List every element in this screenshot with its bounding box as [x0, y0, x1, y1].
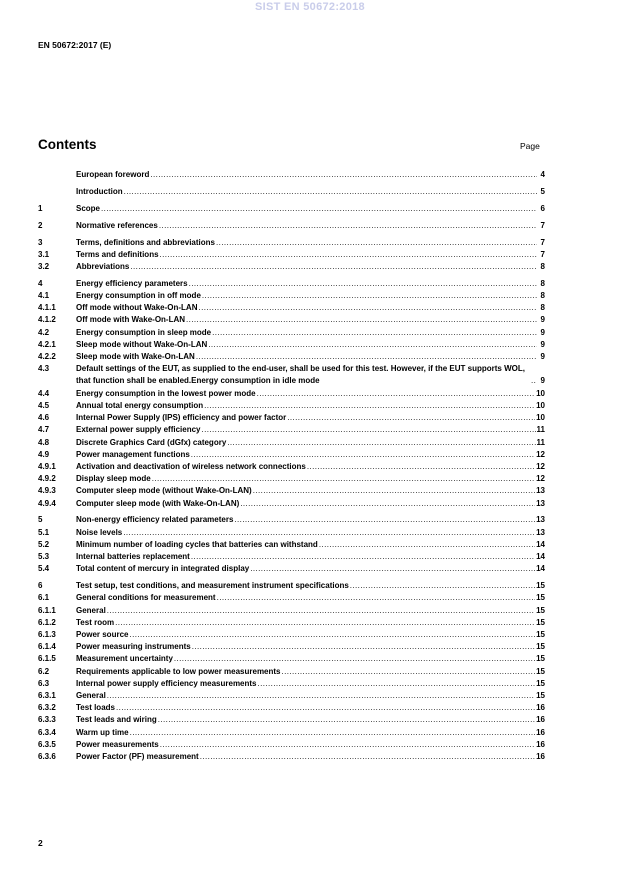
- toc-entry[interactable]: [38, 666, 545, 678]
- toc-entry-title: Computer sleep mode (with Wake-On-LAN): [76, 498, 240, 508]
- toc-leader-dots: [107, 605, 535, 617]
- toc-entry[interactable]: [38, 539, 545, 551]
- toc-entry-title: General: [76, 605, 106, 615]
- toc-entry[interactable]: [38, 388, 545, 400]
- toc-entry-title: Noise levels: [76, 527, 123, 537]
- toc-entry-title: Off mode without Wake-On-LAN: [76, 303, 198, 313]
- toc-leader-dots: [124, 186, 537, 198]
- toc-entry-number: 3.1: [38, 249, 50, 259]
- toc-entry-number: 4.8: [38, 437, 50, 447]
- toc-entry-number: 4.6: [38, 413, 50, 423]
- toc-leader-dots: [250, 563, 535, 575]
- toc-entry-number: 6.3.6: [38, 751, 56, 761]
- toc-entry-number: 4.7: [38, 425, 50, 435]
- toc-entry-number: 6: [38, 581, 43, 591]
- toc-entry-page: 11: [536, 425, 545, 435]
- toc-entry-page: 7: [540, 237, 545, 247]
- toc-entry-page: 15: [536, 642, 545, 652]
- toc-entry[interactable]: [38, 203, 545, 215]
- toc-leader-dots: [212, 327, 537, 339]
- toc-entry-title: Default settings of the EUT, as supplied to the end-user, shall be used for this test. However, if the EUT supports WOL, that function shall be enabled.Energy consumption in idle mode: [76, 364, 525, 386]
- toc-leader-dots: [150, 169, 537, 181]
- toc-entry-title: Total content of mercury in integrated display: [76, 564, 250, 574]
- toc-entry-title: Minimum number of loading cycles that batteries can withstand: [76, 539, 318, 549]
- toc-entry-title: European foreword: [76, 170, 150, 179]
- toc-entry[interactable]: [38, 739, 545, 751]
- toc-entry-number: 4.9.1: [38, 461, 56, 471]
- toc-entry[interactable]: [38, 412, 545, 424]
- toc-entry-title: Power Factor (PF) measurement: [76, 751, 199, 761]
- toc-leader-dots: [253, 485, 535, 497]
- toc-leader-dots: [240, 498, 535, 510]
- toc-entry-title: Power measurements: [76, 739, 159, 749]
- toc-entry-page: 15: [536, 629, 545, 639]
- toc-entry-page: 9: [540, 352, 545, 362]
- toc-entry-title: Internal batteries replacement: [76, 552, 190, 562]
- toc-entry-number: 4.1.1: [38, 303, 56, 313]
- toc-entry-number: 3.2: [38, 261, 50, 271]
- toc-entry-title: Requirements applicable to low power measurements: [76, 666, 281, 676]
- toc-entry-number: 4.9.2: [38, 474, 56, 484]
- toc-leader-dots: [160, 739, 535, 751]
- toc-entry-page: 4: [540, 170, 545, 179]
- toc-entry-page: 16: [536, 703, 545, 713]
- toc-entry-number: [38, 186, 76, 198]
- toc-leader-dots: [192, 641, 535, 653]
- toc-entry-page: 12: [536, 461, 545, 471]
- toc-leader-dots: [101, 203, 537, 215]
- toc-leader-dots: [129, 629, 535, 641]
- toc-entry-title: General conditions for measurement: [76, 593, 216, 603]
- toc-entry[interactable]: [38, 261, 545, 273]
- toc-entry-page: 16: [536, 715, 545, 725]
- toc-leader-dots: [123, 527, 535, 539]
- toc-entry-page: 13: [536, 498, 545, 508]
- toc-entry-title: Warm up time: [76, 727, 129, 737]
- toc-entry[interactable]: [38, 363, 545, 387]
- toc-entry-page: 16: [536, 739, 545, 749]
- toc-entry-title: Display sleep mode: [76, 474, 151, 484]
- toc-leader-dots: [531, 375, 537, 387]
- toc-entry-number: 4: [38, 278, 43, 288]
- toc-entry-number: 4.4: [38, 388, 50, 398]
- toc-entry[interactable]: [38, 690, 545, 702]
- toc-entry-title: Sleep mode without Wake-On-LAN: [76, 339, 208, 349]
- toc-leader-dots: [282, 666, 536, 678]
- toc-entry-page: 15: [536, 666, 545, 676]
- toc-entry-page: 8: [540, 278, 545, 288]
- toc-leader-dots: [202, 290, 537, 302]
- toc-leader-dots: [107, 690, 535, 702]
- toc-entry-title: Scope: [76, 203, 101, 213]
- toc-entry-page: 16: [536, 727, 545, 737]
- toc-leader-dots: [158, 714, 535, 726]
- toc-entry-number: [38, 169, 76, 181]
- toc-entry[interactable]: [38, 617, 545, 629]
- toc-entry-page: 7: [540, 249, 545, 259]
- toc-leader-dots: [116, 702, 535, 714]
- toc-entry[interactable]: [38, 351, 545, 363]
- toc-entry[interactable]: [38, 249, 545, 261]
- toc-leader-dots: [130, 727, 535, 739]
- toc-entry-number: 5.2: [38, 539, 50, 549]
- toc-entry-title: Discrete Graphics Card (dGfx) category: [76, 437, 227, 447]
- toc-entry-number: 4.1.2: [38, 315, 56, 325]
- toc-entry-page: 12: [536, 449, 545, 459]
- toc-leader-dots: [208, 339, 537, 351]
- toc-entry-number: 3: [38, 237, 43, 247]
- toc-entry[interactable]: [38, 237, 545, 249]
- toc-leader-dots: [191, 449, 535, 461]
- toc-entry-title: Internal Power Supply (IPS) efficiency and power factor: [76, 413, 287, 423]
- toc-leader-dots: [115, 617, 535, 629]
- toc-entry-page: 9: [540, 376, 545, 386]
- page-number: 2: [38, 838, 43, 848]
- toc-entry-title: Energy consumption in sleep mode: [76, 327, 212, 337]
- toc-leader-dots: [159, 220, 537, 232]
- toc-entry-number: 6.3.3: [38, 715, 56, 725]
- toc-entry-page: 16: [536, 751, 545, 761]
- toc-leader-dots: [130, 261, 537, 273]
- toc-entry-number: 6.3.1: [38, 690, 56, 700]
- watermark: SIST EN 50672:2018: [255, 1, 365, 13]
- toc-entry-title: External power supply efficiency: [76, 425, 201, 435]
- toc-entry[interactable]: [38, 678, 545, 690]
- toc-entry-number: 4.9.4: [38, 498, 56, 508]
- toc-entry-number: 6.3.2: [38, 703, 56, 713]
- toc-entry-number: 4.9: [38, 449, 50, 459]
- toc-entry-title: Non-energy efficiency related parameters: [76, 515, 234, 525]
- toc-entry-title: Annual total energy consumption: [76, 400, 204, 410]
- toc-entry[interactable]: [38, 339, 545, 351]
- toc-entry-number: 6.1: [38, 593, 50, 603]
- toc-entry-page: 8: [540, 261, 545, 271]
- toc-entry-page: 10: [536, 388, 545, 398]
- toc-leader-dots: [191, 551, 535, 563]
- toc-leader-dots: [204, 400, 535, 412]
- toc-entry[interactable]: [38, 461, 545, 473]
- toc-entry-number: 6.1.1: [38, 605, 56, 615]
- toc-entry[interactable]: [38, 592, 545, 604]
- toc-entry-title: Normative references: [76, 220, 158, 230]
- toc-entry-number: 6.3.4: [38, 727, 56, 737]
- toc-entry-page: 8: [540, 303, 545, 313]
- toc-entry-title: Computer sleep mode (without Wake-On-LAN): [76, 486, 252, 496]
- toc-entry-number: 4.1: [38, 291, 50, 301]
- toc-entry[interactable]: [38, 169, 545, 181]
- toc-entry-title: Test leads and wiring: [76, 715, 157, 725]
- toc-entry-page: 7: [540, 220, 545, 230]
- toc-leader-dots: [189, 278, 537, 290]
- toc-entry-number: 5.1: [38, 527, 50, 537]
- toc-entry-number: 6.2: [38, 666, 50, 676]
- toc-leader-dots: [186, 314, 537, 326]
- toc-entry-number: 5: [38, 515, 43, 525]
- toc-entry-page: 15: [536, 654, 545, 664]
- toc-entry-title: Test loads: [76, 703, 115, 713]
- toc-entry[interactable]: [38, 629, 545, 641]
- toc-entry-page: 15: [536, 593, 545, 603]
- toc-entry-page: 15: [536, 581, 545, 591]
- toc-entry-title: Internal power supply efficiency measurements: [76, 678, 257, 688]
- toc-entry[interactable]: [38, 653, 545, 665]
- toc-leader-dots: [217, 592, 536, 604]
- toc-entry-page: 13: [536, 486, 545, 496]
- toc-entry-page: 5: [540, 186, 545, 196]
- toc-entry-page: 13: [536, 527, 545, 537]
- toc-entry-title: Energy efficiency parameters: [76, 278, 188, 288]
- toc-entry[interactable]: [38, 186, 545, 198]
- toc-leader-dots: [152, 473, 535, 485]
- toc-entry[interactable]: [38, 605, 545, 617]
- toc-entry-title: Test room: [76, 617, 115, 627]
- toc-entry-number: 5.3: [38, 552, 50, 562]
- toc-entry[interactable]: [38, 424, 545, 436]
- toc-entry-number: 6.3.5: [38, 739, 56, 749]
- toc-leader-dots: [227, 437, 535, 449]
- toc-entry-number: 4.3: [38, 364, 50, 374]
- toc-entry[interactable]: [38, 220, 545, 232]
- toc-entry-number: 4.9.3: [38, 486, 56, 496]
- toc-entry-title: Measurement uncertainty: [76, 654, 173, 664]
- table-of-contents: [38, 169, 545, 763]
- toc-entry-number: 5.4: [38, 564, 50, 574]
- toc-entry-title: Sleep mode with Wake-On-LAN: [76, 352, 195, 362]
- toc-entry[interactable]: [38, 400, 545, 412]
- toc-entry-page: 14: [536, 552, 545, 562]
- toc-entry-number: 4.2.2: [38, 352, 56, 362]
- toc-entry-page: 8: [540, 291, 545, 301]
- toc-entry[interactable]: [38, 641, 545, 653]
- toc-entry-title: Energy consumption in off mode: [76, 291, 201, 301]
- toc-entry-number: 2: [38, 220, 43, 230]
- toc-entry-page: 15: [536, 690, 545, 700]
- contents-title: Contents: [38, 137, 97, 152]
- toc-leader-dots: [216, 237, 537, 249]
- toc-entry[interactable]: [38, 563, 545, 575]
- toc-entry-page: 12: [536, 474, 545, 484]
- toc-entry[interactable]: [38, 714, 545, 726]
- toc-entry[interactable]: [38, 314, 545, 326]
- toc-entry[interactable]: [38, 751, 545, 763]
- toc-entry[interactable]: [38, 327, 545, 339]
- toc-leader-dots: [200, 751, 535, 763]
- toc-entry-title: Off mode with Wake-On-LAN: [76, 315, 186, 325]
- toc-entry[interactable]: [38, 727, 545, 739]
- toc-entry[interactable]: [38, 580, 545, 592]
- toc-entry[interactable]: [38, 290, 545, 302]
- toc-entry[interactable]: [38, 449, 545, 461]
- toc-entry-page: 14: [536, 564, 545, 574]
- toc-leader-dots: [319, 539, 535, 551]
- toc-entry-number: 4.2: [38, 327, 50, 337]
- toc-entry-page: 10: [536, 413, 545, 423]
- toc-entry-page: 14: [536, 539, 545, 549]
- toc-entry-page: 9: [540, 339, 545, 349]
- toc-entry-page: 11: [536, 437, 545, 447]
- toc-entry-title: Power source: [76, 629, 129, 639]
- toc-entry-number: 6.1.3: [38, 629, 56, 639]
- toc-entry[interactable]: [38, 302, 545, 314]
- toc-entry-title: Terms and definitions: [76, 249, 159, 259]
- toc-entry-number: 4.2.1: [38, 339, 56, 349]
- toc-entry-title: Power measuring instruments: [76, 642, 191, 652]
- toc-leader-dots: [160, 249, 537, 261]
- toc-entry[interactable]: [38, 437, 545, 449]
- toc-entry-title: General: [76, 690, 106, 700]
- toc-entry[interactable]: [38, 514, 545, 526]
- toc-leader-dots: [307, 461, 535, 473]
- toc-entry-page: 9: [540, 315, 545, 325]
- toc-entry-page: 10: [536, 400, 545, 410]
- document-id: EN 50672:2017 (E): [38, 40, 112, 50]
- toc-leader-dots: [201, 424, 535, 436]
- toc-entry-page: 6: [540, 203, 545, 213]
- toc-entry-title: Energy consumption in the lowest power mode: [76, 388, 256, 398]
- toc-leader-dots: [257, 388, 536, 400]
- toc-entry-title: Power management functions: [76, 449, 190, 459]
- toc-entry-title: Introduction: [76, 186, 123, 196]
- toc-entry-number: 6.3: [38, 678, 50, 688]
- toc-leader-dots: [287, 412, 535, 424]
- toc-entry[interactable]: [38, 527, 545, 539]
- toc-entry[interactable]: [38, 278, 545, 290]
- toc-entry-title: Terms, definitions and abbreviations: [76, 237, 215, 247]
- toc-entry[interactable]: [38, 702, 545, 714]
- toc-entry-number: 1: [38, 203, 43, 213]
- toc-leader-dots: [234, 514, 535, 526]
- toc-leader-dots: [258, 678, 536, 690]
- toc-entry-title: Abbreviations: [76, 261, 130, 271]
- toc-leader-dots: [196, 351, 537, 363]
- toc-entry[interactable]: [38, 551, 545, 563]
- toc-entry-page: 13: [536, 515, 545, 525]
- toc-entry-page: 15: [536, 678, 545, 688]
- toc-leader-dots: [198, 302, 537, 314]
- toc-entry-number: 6.1.2: [38, 617, 56, 627]
- toc-leader-dots: [174, 653, 535, 665]
- toc-entry[interactable]: [38, 473, 545, 485]
- toc-entry-number: 6.1.5: [38, 654, 56, 664]
- toc-entry-number: 6.1.4: [38, 642, 56, 652]
- toc-entry-page: 15: [536, 605, 545, 615]
- toc-entry-page: 15: [536, 617, 545, 627]
- toc-leader-dots: [350, 580, 535, 592]
- page-column-label: Page: [520, 141, 540, 151]
- toc-entry-number: 4.5: [38, 400, 50, 410]
- toc-entry[interactable]: [38, 498, 545, 510]
- toc-entry-title: Activation and deactivation of wireless network connections: [76, 461, 306, 471]
- toc-entry-title: Test setup, test conditions, and measurement instrument specifications: [76, 581, 349, 591]
- toc-entry-page: 9: [540, 327, 545, 337]
- toc-entry[interactable]: [38, 485, 545, 497]
